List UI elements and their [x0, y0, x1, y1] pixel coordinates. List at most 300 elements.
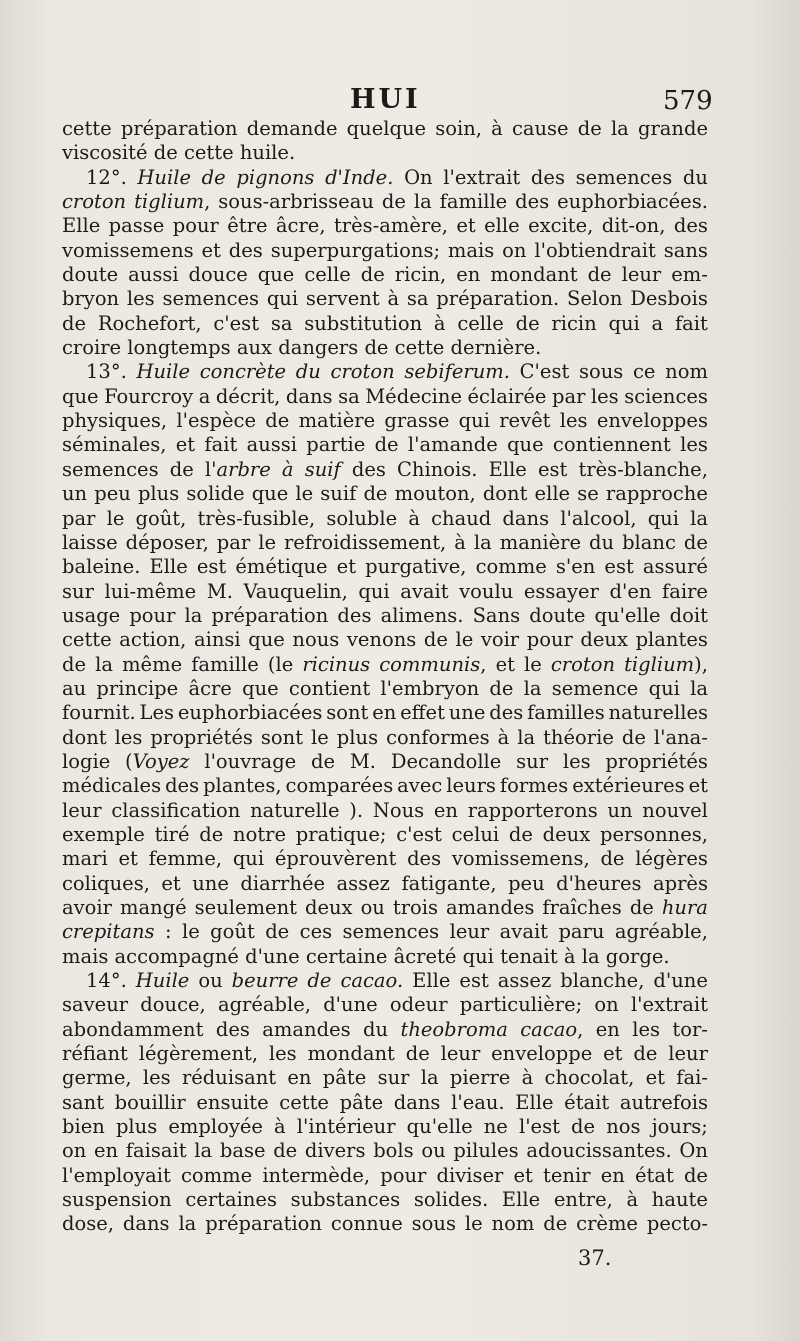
word: dit-on, [601, 214, 666, 238]
word: l'employait [62, 1163, 171, 1187]
word: Huile [135, 969, 190, 993]
text-line [62, 1164, 708, 1188]
word: et [645, 1066, 665, 1090]
word: semences [575, 165, 673, 189]
word: substances [290, 1188, 401, 1212]
text-line [62, 166, 708, 190]
word: voulu [459, 579, 514, 603]
word: comparées [285, 774, 394, 798]
word: le [311, 725, 329, 749]
word: préparation [211, 603, 329, 627]
word: dont [62, 725, 107, 749]
word: assez [497, 969, 552, 993]
word: de [62, 311, 87, 335]
word: doute [62, 263, 119, 287]
word: les [114, 725, 143, 749]
word: semences [342, 920, 440, 944]
word: la [413, 190, 432, 214]
text-line [62, 1139, 708, 1163]
word: leur [668, 1042, 708, 1066]
word: passe [108, 214, 165, 238]
word: solides. [413, 1188, 489, 1212]
word: dans [285, 384, 333, 408]
word: à [387, 287, 400, 311]
word: tiré [154, 822, 190, 846]
word: à [626, 1188, 639, 1212]
word: sa [406, 287, 429, 311]
word: la [690, 676, 708, 700]
word: séminales, [62, 433, 167, 457]
text-line [62, 482, 708, 506]
text-line [62, 239, 708, 263]
word: faire [662, 579, 708, 603]
word: douce [188, 263, 248, 287]
word: leur [440, 1042, 481, 1066]
word: de [169, 457, 194, 481]
word: base [219, 1139, 266, 1163]
word: voir [480, 628, 520, 652]
word: le [464, 1212, 483, 1236]
word: préparation [205, 1212, 322, 1236]
word: ou [421, 1139, 446, 1163]
word: usage [62, 603, 121, 627]
word: à [491, 117, 503, 140]
word: est [196, 555, 227, 579]
word: des [489, 701, 524, 725]
word: peu [508, 871, 545, 895]
word: autrefois [619, 1090, 708, 1114]
word: Elle [515, 1090, 554, 1114]
word: ). [349, 798, 364, 822]
word: effet [400, 701, 445, 725]
word: goût, [135, 506, 187, 530]
text-line [62, 1042, 708, 1066]
word: Médecine [365, 384, 462, 408]
text-line [62, 117, 708, 141]
text-line [62, 774, 708, 798]
word: tenir [543, 1163, 591, 1187]
word: C'est [519, 360, 570, 384]
text-line [62, 993, 708, 1017]
word: enveloppes [596, 409, 708, 433]
word: connue [330, 1212, 403, 1236]
word: semences [162, 287, 260, 311]
word: principe [96, 676, 179, 700]
word: pratique; [295, 822, 387, 846]
word: assuré [642, 555, 708, 579]
word: de [489, 676, 514, 700]
word: sur [377, 1066, 410, 1090]
word: l'intérieur [296, 1115, 396, 1139]
word: germe, [62, 1066, 132, 1090]
word: nouvel [642, 798, 708, 822]
word: fait [204, 433, 238, 457]
word: cette [279, 1090, 329, 1114]
text-line [62, 507, 708, 531]
word: vomissemens [62, 238, 194, 262]
word: à [497, 725, 510, 749]
word: On [679, 1139, 708, 1163]
word: dans [502, 506, 550, 530]
word: les [680, 433, 708, 457]
word: alimens. [380, 603, 464, 627]
word: fournit. [62, 701, 136, 725]
word: action, [119, 628, 187, 652]
word: 14°. [86, 969, 127, 993]
text-line [62, 409, 708, 433]
word: famille [191, 652, 259, 676]
word: on [502, 238, 527, 262]
word: famille [439, 190, 508, 214]
word: nom [491, 1212, 535, 1236]
word: plantes [635, 628, 708, 652]
word: que [251, 482, 289, 506]
word: familles [527, 701, 605, 725]
word: Vauquelin, [243, 579, 348, 603]
word: manière [499, 530, 582, 554]
word: crepitans [62, 920, 155, 944]
word: un [607, 798, 633, 822]
word: Les [139, 701, 174, 725]
word: 13°. [86, 360, 127, 384]
word: nous [292, 628, 340, 652]
word: superpurgations; [270, 238, 441, 262]
text-line [62, 287, 708, 311]
word: deux [580, 628, 628, 652]
word: diviser [436, 1163, 504, 1187]
word: légères [635, 847, 708, 871]
word: beurre [231, 969, 299, 993]
word: se [577, 482, 599, 506]
word: odeur [389, 993, 448, 1017]
word: de [363, 482, 388, 506]
signature-mark: 37. [578, 1246, 612, 1270]
word: logie [62, 749, 111, 773]
word: soin, [435, 117, 482, 140]
word: des [165, 774, 200, 798]
word: réduisant [181, 1066, 277, 1090]
word: de [508, 822, 533, 846]
text-line [62, 726, 708, 750]
word: certaines [185, 1188, 277, 1212]
word: suif [320, 482, 357, 506]
word: cette [62, 117, 112, 140]
word: de [683, 530, 708, 554]
word: pour [380, 1163, 427, 1187]
text-line [62, 458, 708, 482]
word: cette [62, 628, 112, 652]
text-line [62, 1066, 708, 1090]
word: de [311, 749, 336, 773]
word: Selon [567, 287, 623, 311]
word: la [194, 1139, 213, 1163]
word: ainsi [193, 628, 241, 652]
text-line [62, 604, 708, 628]
word: revêt [499, 409, 551, 433]
word: divers [304, 1139, 366, 1163]
word: l'ana- [653, 725, 708, 749]
text-line [62, 1115, 708, 1139]
word: d'heures [556, 871, 642, 895]
word: bryon [62, 287, 120, 311]
word: agréable, [614, 920, 708, 944]
word: une [192, 871, 229, 895]
word: Desbois [630, 287, 708, 311]
word: rapporterons [467, 798, 598, 822]
word: qui [358, 579, 390, 603]
word: nom [665, 360, 708, 384]
word: et [495, 652, 515, 676]
word: qu'elle [594, 603, 661, 627]
word: nos [606, 1115, 641, 1139]
word: et [603, 1042, 623, 1066]
page-header [0, 80, 800, 120]
word: sebiferum. [404, 360, 510, 384]
word: la [517, 725, 536, 749]
word: le [295, 482, 314, 506]
text-line [62, 750, 708, 774]
word: em- [671, 263, 708, 287]
word: amandes [262, 1017, 351, 1041]
word: agréable, [217, 993, 311, 1017]
word: la [178, 1212, 197, 1236]
text-line [62, 872, 708, 896]
running-head: HUI [350, 84, 421, 115]
word: à [281, 457, 294, 481]
word: Sans [472, 603, 521, 627]
word: bouillir [114, 1090, 186, 1114]
word: laisse [62, 530, 118, 554]
word: et [336, 555, 357, 579]
word: des [515, 190, 550, 214]
word: femme, [148, 847, 223, 871]
word: Elle [149, 555, 188, 579]
word: du [363, 1017, 389, 1041]
text-line [62, 969, 708, 993]
word: propriétés [605, 749, 708, 773]
word: âcre [188, 676, 232, 700]
word: chaud [431, 506, 492, 530]
text-line [62, 1212, 708, 1236]
word: le [181, 920, 200, 944]
word: croton [62, 190, 127, 214]
word: ces [299, 920, 333, 944]
word: par [216, 530, 251, 554]
word: du [295, 360, 321, 384]
word: theobroma [400, 1017, 508, 1041]
word: M. [349, 749, 377, 773]
word: naturelle [250, 798, 340, 822]
word: bien [62, 1115, 105, 1139]
word: de [405, 1042, 430, 1066]
word: sur [62, 579, 94, 603]
word: dans [122, 1212, 170, 1236]
word: d'Inde. [325, 165, 394, 189]
word: de [571, 1115, 596, 1139]
word: de [683, 1163, 708, 1187]
word: les [126, 287, 155, 311]
word: du [682, 165, 708, 189]
word: euphorbiacées. [557, 190, 708, 214]
word: dont [482, 482, 528, 506]
word: la [95, 652, 113, 676]
word: propriétés [150, 725, 253, 749]
word: celui [451, 822, 500, 846]
word: aussi [246, 433, 297, 457]
word: sous [578, 360, 624, 384]
word: l'est [518, 1115, 560, 1139]
word: et [161, 871, 181, 895]
word: l'obtiendrait [534, 238, 656, 262]
text-line [62, 214, 708, 238]
word: et [513, 1163, 533, 1187]
word: concrète [199, 360, 287, 384]
word: la [420, 1066, 439, 1090]
word: des [351, 457, 386, 481]
text-line [62, 945, 708, 969]
word: de [633, 1042, 658, 1066]
word: et [175, 433, 196, 457]
word: le [455, 628, 474, 652]
word: dans [393, 1090, 441, 1114]
word: de [360, 263, 385, 287]
word: un [62, 482, 88, 506]
word: leur [62, 798, 102, 822]
word: ne [483, 1115, 508, 1139]
word: pierre [449, 1066, 511, 1090]
text-line [62, 920, 708, 944]
text-line [62, 1188, 708, 1212]
word: essayer [523, 579, 599, 603]
word: de [629, 896, 654, 919]
word: que [257, 263, 295, 287]
word: Rochefort, [97, 311, 202, 335]
word: mari [62, 847, 108, 871]
word: euphorbiacées [177, 701, 323, 725]
word: de [374, 433, 399, 457]
word: soluble [326, 506, 398, 530]
word: ou [198, 969, 223, 993]
word: les [559, 409, 588, 433]
word: sont [326, 701, 369, 725]
word: notre [233, 822, 287, 846]
word: légèrement, [138, 1042, 259, 1066]
word: tiglium, [134, 190, 211, 214]
word: a [651, 311, 664, 335]
word: plantes, [203, 774, 282, 798]
word: leur [449, 920, 490, 944]
text-line [62, 896, 708, 920]
word: : [164, 920, 172, 944]
word: substitution [304, 311, 423, 335]
word: 12°. [86, 165, 127, 189]
word: semence [551, 676, 639, 700]
word: blanc [622, 530, 676, 554]
word: état [634, 1163, 674, 1187]
word: mondant [490, 263, 578, 287]
word: que [507, 433, 544, 457]
word: assez [336, 871, 390, 895]
word: des [673, 214, 708, 238]
word: suif [304, 457, 341, 481]
word: on [594, 993, 619, 1017]
word: employée [168, 1115, 263, 1139]
text-line [62, 580, 708, 604]
word: tiglium), [624, 652, 708, 676]
word: elle [534, 482, 571, 506]
text-line [62, 336, 708, 360]
word: était [564, 1090, 610, 1114]
body-text [62, 117, 708, 1237]
word: venons [346, 628, 417, 652]
word: d'en [609, 579, 652, 603]
word: au [62, 676, 87, 700]
word: sa [270, 311, 293, 335]
word: fatigante, [401, 871, 497, 895]
word: de [515, 311, 540, 335]
word: sa [338, 384, 360, 408]
word: Chinois. [397, 457, 478, 481]
word: que [62, 384, 99, 408]
text-line [62, 653, 708, 677]
word: croton [550, 652, 616, 676]
word: fai- [676, 1066, 708, 1090]
word: crème [576, 1212, 638, 1236]
word: qui [232, 847, 265, 871]
word: l'embryon [380, 676, 480, 700]
word: en [287, 1066, 312, 1090]
word: l'arbre [204, 457, 271, 481]
word: leur [621, 263, 662, 287]
word: goût [210, 920, 255, 944]
word: sans [663, 238, 708, 262]
page-number: 579 [663, 86, 713, 116]
word: sant [62, 1090, 105, 1114]
text-line [62, 628, 708, 652]
word: s'en [555, 555, 596, 579]
word: doute [529, 603, 586, 627]
word: matière [298, 409, 376, 433]
word: celle [304, 263, 351, 287]
word: paru [558, 920, 605, 944]
word: l'espèce [176, 409, 256, 433]
word: ensuite [196, 1090, 269, 1114]
word: et [201, 238, 221, 262]
word: hura [661, 896, 708, 919]
text-line [62, 701, 708, 725]
text-run: viscosité de cette huile. [62, 141, 296, 165]
word: par [62, 506, 96, 530]
word: doit [669, 603, 708, 627]
text-line [62, 677, 708, 701]
word: à [521, 1066, 534, 1090]
word: celle [457, 311, 504, 335]
word: de [543, 1212, 568, 1236]
text-line [62, 190, 708, 214]
word: solide [186, 482, 245, 506]
word: jours; [651, 1115, 708, 1139]
text-line [62, 312, 708, 336]
word: en [456, 263, 481, 287]
word: ricin [551, 311, 597, 335]
word: (le [267, 652, 294, 676]
word: est [537, 457, 568, 481]
word: (Voyez [125, 749, 190, 773]
word: les [590, 384, 619, 408]
word: baleine. [62, 555, 141, 579]
word: préparation [120, 117, 238, 140]
word: fait [674, 311, 708, 335]
